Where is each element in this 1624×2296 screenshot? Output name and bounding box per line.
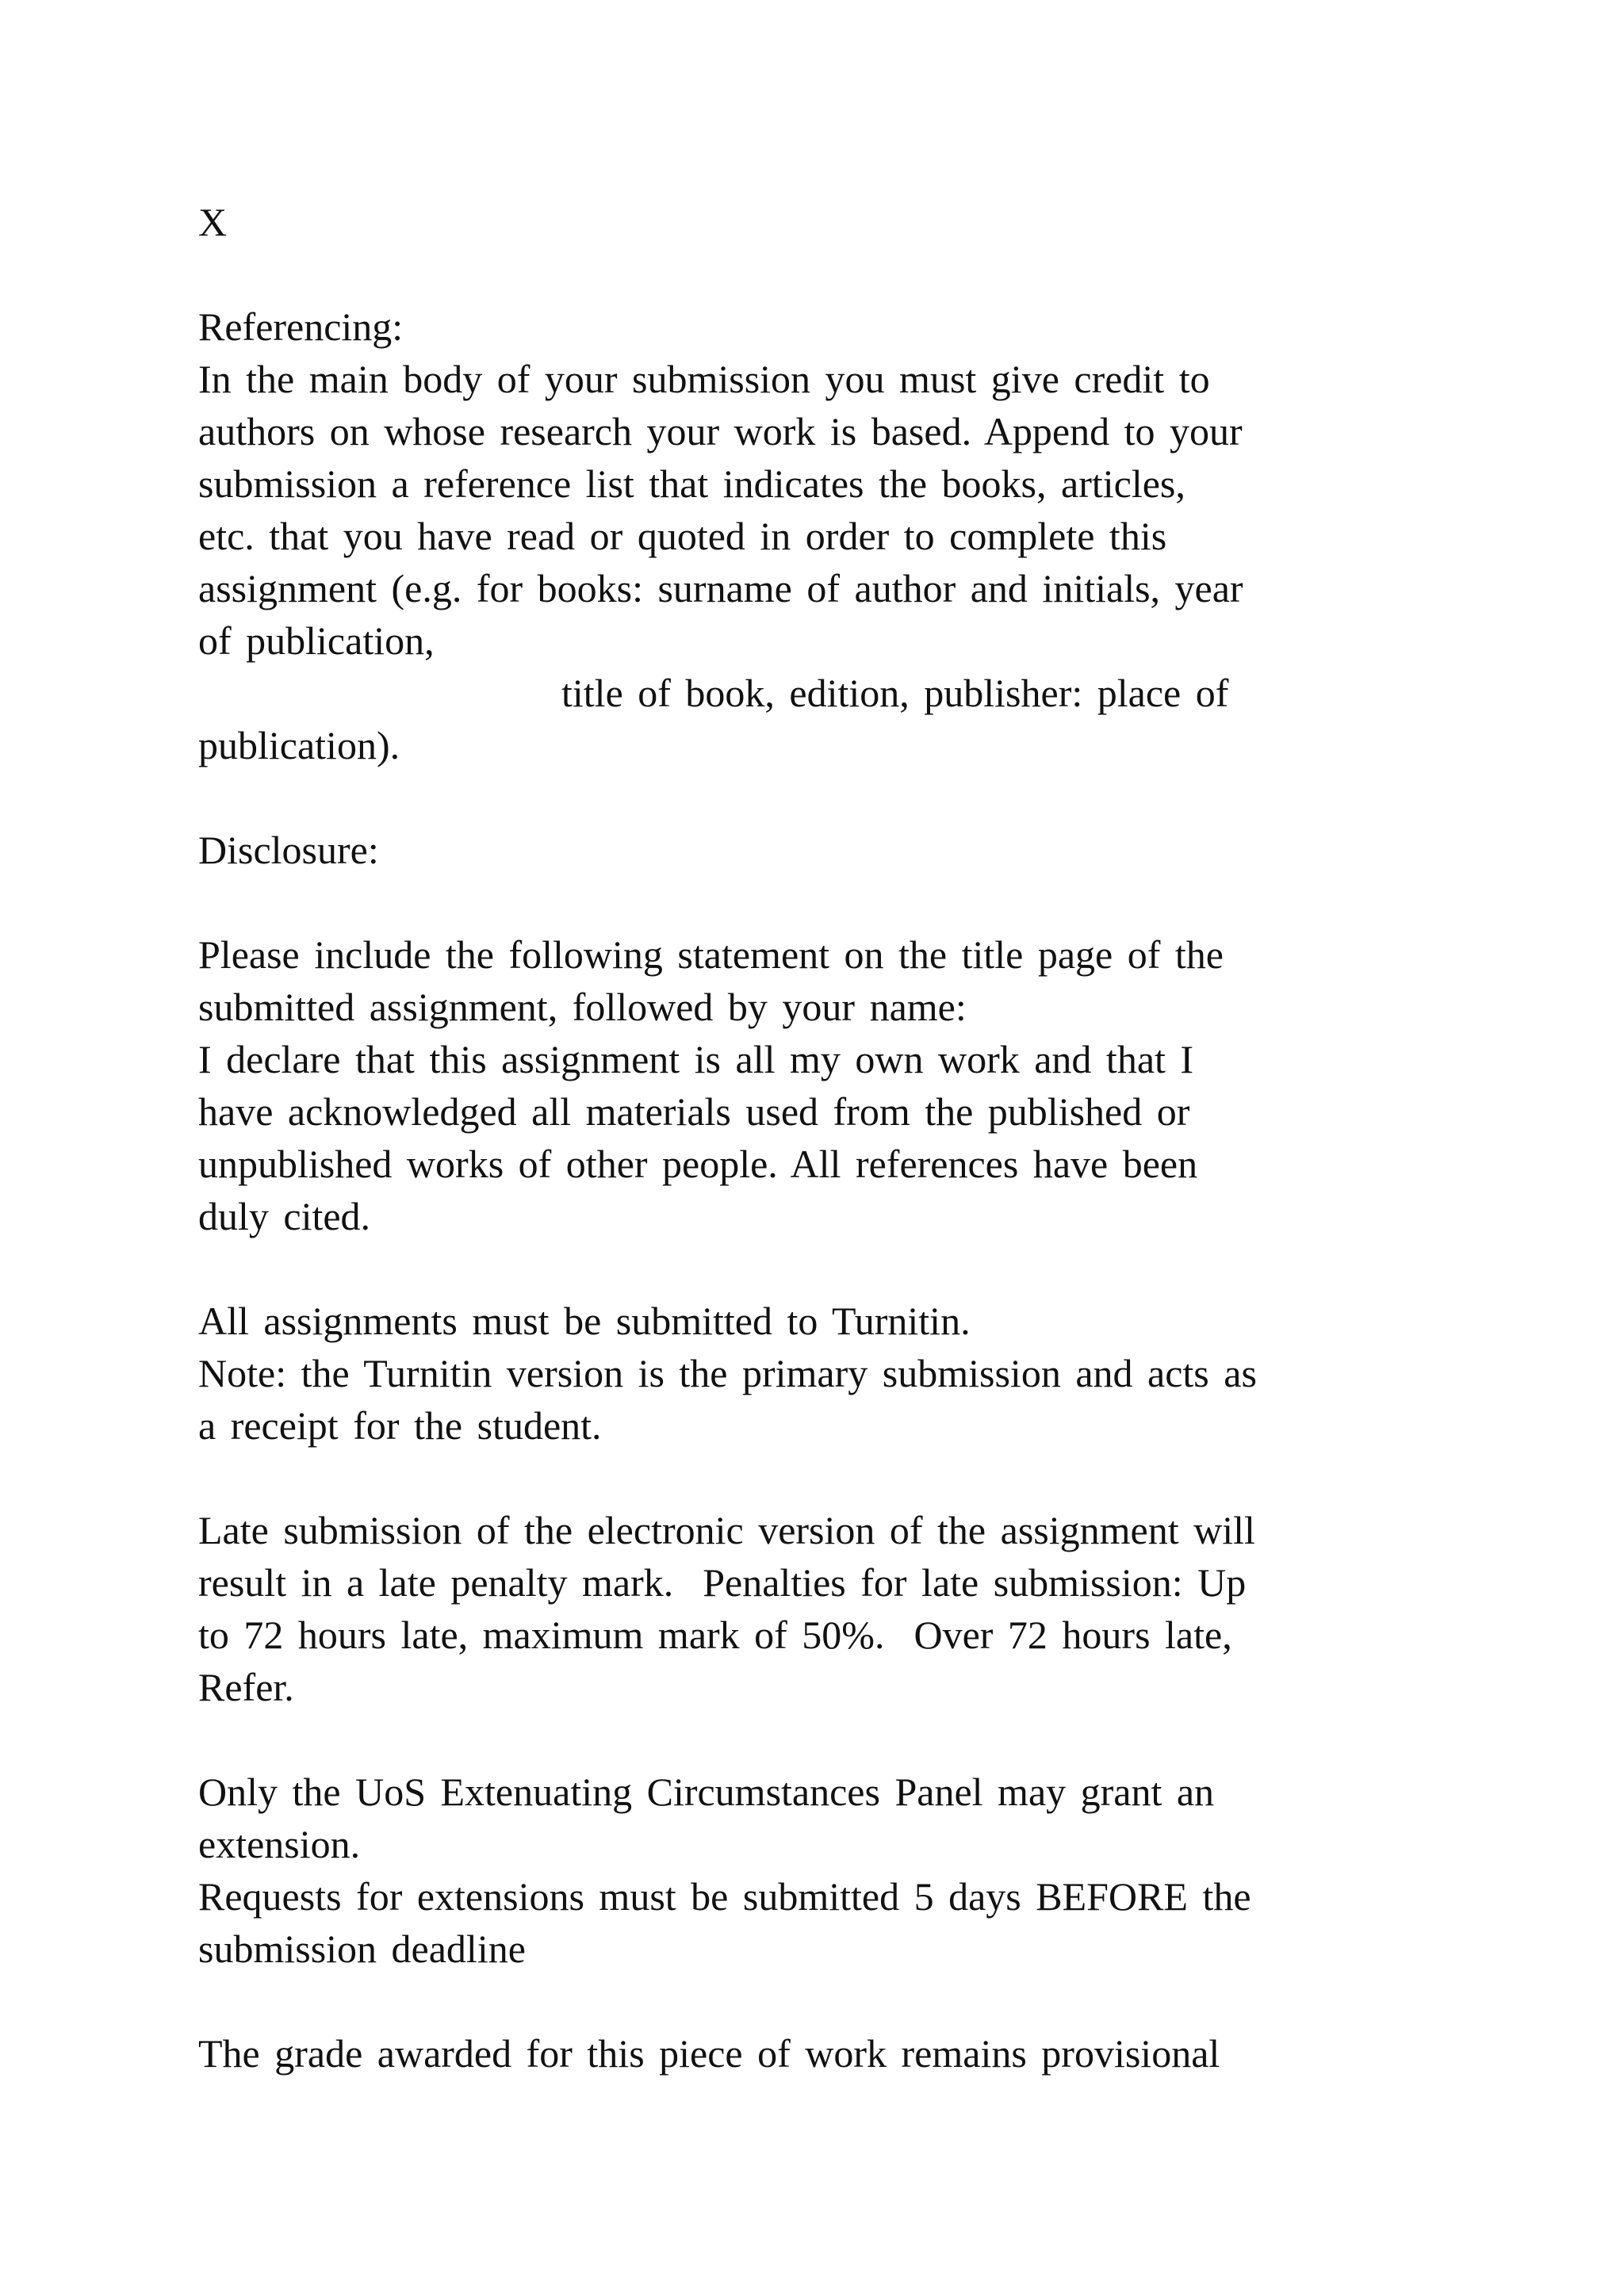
turnitin-line: All assignments must be submitted to Turnitin.	[198, 1299, 971, 1343]
disclosure-statement-line: I declare that this assignment is all my own work and that I	[198, 1037, 1194, 1081]
late-submission-line: result in a late penalty mark. Penalties for late submission: Up	[198, 1560, 1247, 1605]
referencing-heading: Referencing:	[198, 304, 404, 349]
grade-line: The grade awarded for this piece of work remains provisional	[198, 2031, 1220, 2076]
late-submission-line: Late submission of the electronic version of the assignment will	[198, 1508, 1255, 1552]
referencing-line: submission a reference list that indicates the books, articles,	[198, 461, 1185, 506]
extensions-line: submission deadline	[198, 1927, 526, 1971]
late-submission-line: Refer.	[198, 1665, 294, 1709]
referencing-line: In the main body of your submission you must give credit to	[198, 357, 1210, 401]
referencing-line: of publication,	[198, 618, 435, 663]
late-submission-line: to 72 hours late, maximum mark of 50%. Over 72 hours late,	[198, 1613, 1232, 1657]
turnitin-line: Note: the Turnitin version is the primary submission and acts as	[198, 1351, 1257, 1395]
extensions-line: Only the UoS Extenuating Circumstances Panel may grant an	[198, 1770, 1215, 1814]
disclosure-statement-line: unpublished works of other people. All references have been	[198, 1142, 1198, 1186]
page-mark: X	[198, 200, 228, 244]
disclosure-heading: Disclosure:	[198, 828, 379, 872]
referencing-line: authors on whose research your work is based. Append to your	[198, 409, 1243, 453]
disclosure-statement-line: duly cited.	[198, 1194, 371, 1238]
referencing-line: etc. that you have read or quoted in order to complete this	[198, 514, 1167, 558]
extensions-line: extension.	[198, 1822, 361, 1866]
disclosure-statement-line: have acknowledged all materials used from the published or	[198, 1089, 1190, 1134]
disclosure-instruction-line: Please include the following statement on the title page of the	[198, 932, 1224, 977]
referencing-line-indented: title of book, edition, publisher: place of	[561, 671, 1229, 715]
turnitin-line: a receipt for the student.	[198, 1403, 602, 1448]
extensions-line: Requests for extensions must be submitted 5 days BEFORE the	[198, 1874, 1251, 1919]
disclosure-instruction-line: submitted assignment, followed by your name:	[198, 985, 967, 1029]
referencing-line: assignment (e.g. for books: surname of author and initials, year	[198, 566, 1243, 610]
referencing-line: publication).	[198, 723, 400, 767]
